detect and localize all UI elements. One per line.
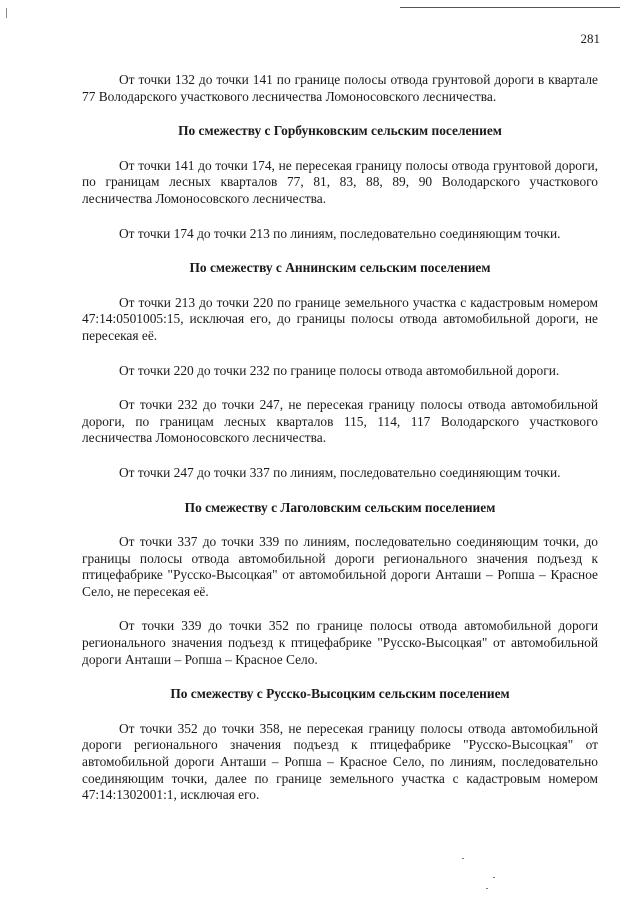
section-heading: По смежеству с Лаголовским сельским поселением <box>184 499 496 515</box>
paragraph: От точки 141 до точки 174, не пересекая границу полосы отвода грунтовой дороги, по границам лесных кварталов 77, 81, 83, 88, 89, 90 Володарского участкового лесничества Ломоносовского лесничества. <box>82 157 598 206</box>
paragraph: От точки 337 до точки 339 по линиям, последовательно соединяющим точки, до границы полосы отвода автомобильной дороги регионального значения подъезд к птицефабрике "Русско-Высоцкая" от автомобильной дороги Анташи – Ропша – Красное Село, не пересекая её. <box>82 534 598 599</box>
section-heading: По смежеству с Аннинским сельским поселением <box>189 260 491 276</box>
paragraph: От точки 174 до точки 213 по линиям, последовательно соединяющим точки. <box>119 225 561 241</box>
scan-artifact-line <box>400 7 620 8</box>
scan-speck <box>486 888 488 889</box>
scan-artifact-mark <box>6 8 7 18</box>
paragraph: От точки 213 до точки 220 по границе земельного участка с кадастровым номером 47:14:0501005:15, исключая его, до границы полосы отвода автомобильной дороги, не пересекая её. <box>82 294 598 343</box>
paragraph: От точки 132 до точки 141 по границе полосы отвода грунтовой дороги в квартале 77 Володарского участкового лесничества Ломоносовского лесничества. <box>82 72 598 104</box>
paragraph: От точки 352 до точки 358, не пересекая границу полосы отвода автомобильной дороги регионального значения подъезд к птицефабрике "Русско-Высоцкая" от автомобильной дороги Анташи – Ропша – Красное Село, по линиям, последовательно соединяющим точки, далее по границе земельного участка с кадастровым номером 47:14:1302001:1, исключая его. <box>82 720 598 803</box>
scan-speck <box>462 858 464 859</box>
document-body <box>82 72 598 804</box>
section-heading: По смежеству с Русско-Высоцким сельским поселением <box>170 686 510 702</box>
paragraph: От точки 339 до точки 352 по границе полосы отвода автомобильной дороги регионального значения подъезд к птицефабрике "Русско-Высоцкая" от автомобильной дороги Анташи – Ропша – Красное Село. <box>82 618 598 667</box>
page-number: 281 <box>580 31 600 46</box>
paragraph: От точки 232 до точки 247, не пересекая границу полосы отвода автомобильной дороги, по границам лесных кварталов 115, 114, 117 Володарского участкового лесничества Ломоносовского лесничества. <box>82 397 598 446</box>
scan-speck <box>493 877 495 878</box>
paragraph: От точки 220 до точки 232 по границе полосы отвода автомобильной дороги. <box>119 362 560 378</box>
section-heading: По смежеству с Горбунковским сельским поселением <box>178 123 502 139</box>
paragraph: От точки 247 до точки 337 по линиям, последовательно соединяющим точки. <box>119 464 561 480</box>
